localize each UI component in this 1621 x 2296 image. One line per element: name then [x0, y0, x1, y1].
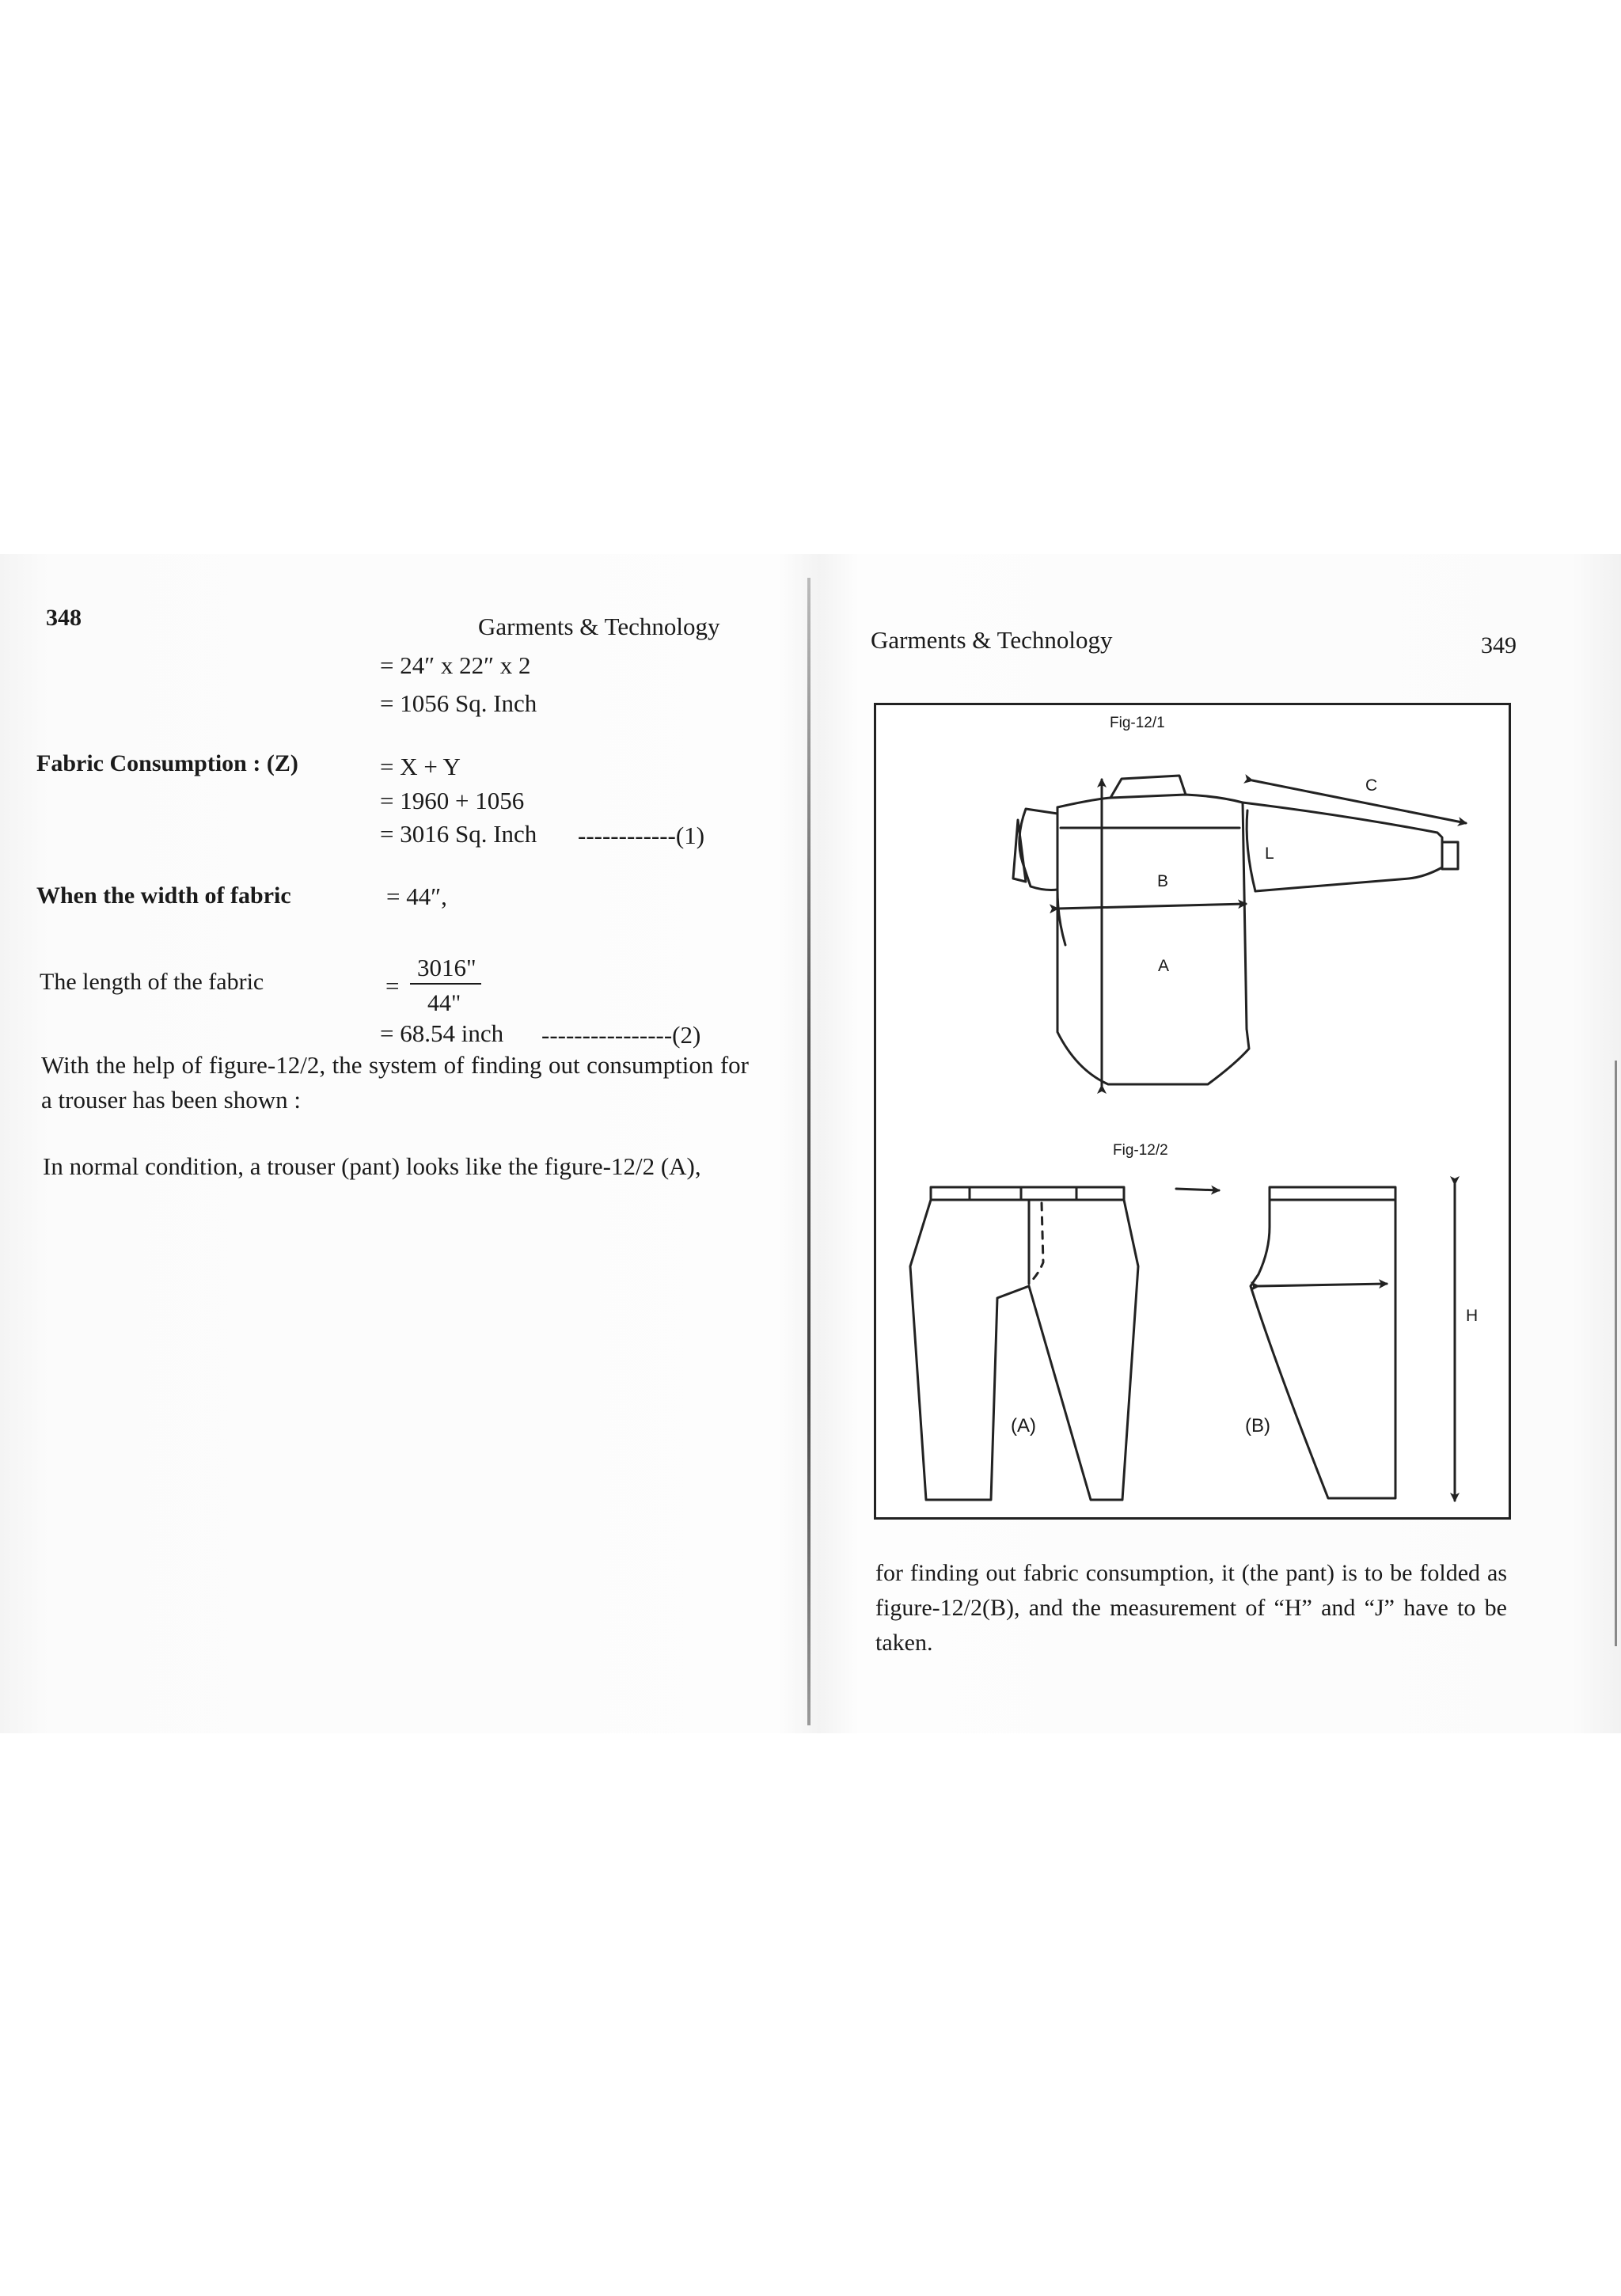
shirt-label-b: B [1157, 872, 1169, 890]
fig-12-1-caption: Fig-12/1 [1110, 715, 1165, 731]
trouser-label-h: H [1466, 1307, 1479, 1325]
shirt-label-a: A [1158, 957, 1170, 975]
length-denominator: 44" [427, 990, 461, 1016]
fc-line3: = 3016 Sq. Inch [380, 820, 537, 848]
length-numerator: 3016" [417, 954, 476, 981]
shirt-label-l: L [1265, 844, 1274, 863]
width-value: = 44″, [386, 882, 447, 910]
width-label: When the width of fabric [36, 882, 291, 909]
fabric-consumption-label: Fabric Consumption : (Z) [36, 750, 298, 776]
trouser-label-a: (A) [1011, 1415, 1036, 1436]
trouser-b-drawing [1176, 1184, 1455, 1501]
trouser-intro-paragraph: With the help of figure-12/2, the system of finding out consumption for a trouser has been shown : [41, 1051, 749, 1114]
trouser-label-b: (B) [1245, 1415, 1270, 1436]
right-running-header: Garments & Technology [871, 626, 1113, 654]
trouser-normal-paragraph: In normal condition, a trouser (pant) looks like the figure-12/2 (A), [43, 1152, 701, 1180]
fc-line1: = X + Y [380, 753, 461, 780]
shirt-drawing [1013, 776, 1466, 1086]
calc-x-line2: = 1056 Sq. Inch [380, 689, 537, 717]
calc-x-line1: = 24″ x 22″ x 2 [380, 651, 531, 679]
left-running-header: Garments & Technology [478, 613, 720, 640]
fig-12-2-caption: Fig-12/2 [1113, 1142, 1168, 1159]
fc-marker: ------------(1) [578, 822, 705, 849]
length-label: The length of the fabric [40, 969, 264, 995]
fc-line2: = 1960 + 1056 [380, 787, 525, 814]
length-result: = 68.54 inch [380, 1019, 504, 1047]
length-marker: ----------------(2) [541, 1021, 701, 1049]
shirt-label-c: C [1365, 776, 1378, 795]
length-equals: = [385, 972, 400, 1000]
left-page-number: 348 [46, 605, 82, 631]
right-page-number: 349 [1481, 632, 1517, 658]
trouser-a-drawing [910, 1187, 1138, 1500]
folding-paragraph: for finding out fabric consumption, it (the pant) is to be folded as figure-12/2(B), and the measurement of “H” and “J” have to be taken. [875, 1560, 1507, 1656]
